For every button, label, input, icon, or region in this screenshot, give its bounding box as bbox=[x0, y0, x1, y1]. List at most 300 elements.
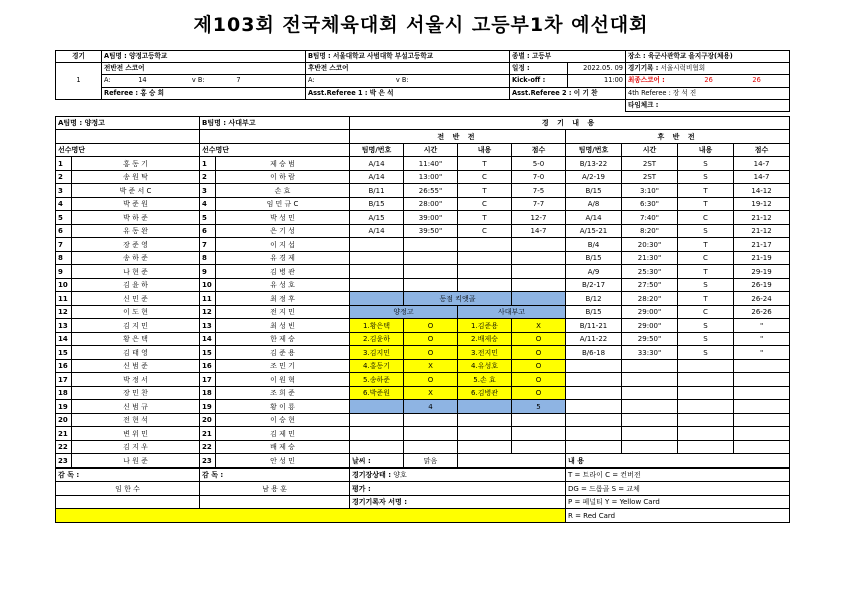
first-half-cell: 12-7 bbox=[512, 211, 566, 225]
second-half-empty bbox=[566, 373, 622, 387]
player-b-number: 18 bbox=[200, 386, 216, 400]
score-sheet bbox=[55, 50, 789, 523]
second-half-cell: S bbox=[678, 157, 734, 171]
first-half-empty bbox=[404, 251, 458, 265]
player-a-number: 5 bbox=[56, 211, 72, 225]
player-b-number: 22 bbox=[200, 440, 216, 454]
second-half-cell: " bbox=[734, 319, 790, 333]
second-half-cell: " bbox=[734, 332, 790, 346]
table-row bbox=[56, 305, 790, 319]
second-half-cell: A/9 bbox=[566, 265, 622, 279]
player-b-name: 이 원 혁 bbox=[216, 373, 350, 387]
first-half-empty bbox=[350, 413, 404, 427]
player-b-name: 유 경 제 bbox=[216, 251, 350, 265]
table-row bbox=[56, 157, 790, 171]
recorder: 경기기록 : 서울시럭비협회 bbox=[626, 63, 790, 75]
second-half-cell: 21:30" bbox=[622, 251, 678, 265]
player-b-number: 23 bbox=[200, 454, 216, 468]
player-a-name: 김 지 우 bbox=[72, 440, 200, 454]
second-half-empty bbox=[622, 373, 678, 387]
table-row bbox=[56, 346, 790, 360]
second-half-empty bbox=[622, 413, 678, 427]
player-a-number: 13 bbox=[56, 319, 72, 333]
second-half-cell: 26-24 bbox=[734, 292, 790, 306]
second-half-empty bbox=[734, 427, 790, 441]
second-half-empty bbox=[566, 413, 622, 427]
pk-cell: 4.유성호 bbox=[458, 359, 512, 373]
pk-title: 동점 킥앳골 bbox=[404, 292, 512, 306]
table-row bbox=[56, 386, 790, 400]
first-half-cell: 26:55" bbox=[404, 184, 458, 198]
second-half-cell: S bbox=[678, 170, 734, 184]
team-b-name: B팀명 : 서울대학교 사범대학 부설고등학교 bbox=[306, 51, 510, 63]
player-b-name: 한 제 승 bbox=[216, 332, 350, 346]
player-b-name: 안 성 민 bbox=[216, 454, 350, 468]
player-a-name: 신 범 준 bbox=[72, 359, 200, 373]
pk-cell: 5.손 효 bbox=[458, 373, 512, 387]
table-row bbox=[56, 197, 790, 211]
date-label: 일정 : bbox=[510, 63, 568, 75]
first-half-score: A: 14 v B: 7 bbox=[102, 75, 306, 87]
player-a-number: 22 bbox=[56, 440, 72, 454]
pk-cell: 5.송하준 bbox=[350, 373, 404, 387]
player-b-number: 1 bbox=[200, 157, 216, 171]
player-a-name: 유 동 완 bbox=[72, 224, 200, 238]
player-b-name: 은 기 성 bbox=[216, 224, 350, 238]
first-half-cell: 13:00" bbox=[404, 170, 458, 184]
second-half-cell: B/15 bbox=[566, 251, 622, 265]
table-row bbox=[56, 454, 790, 468]
first-half-cell: C bbox=[458, 197, 512, 211]
pk-cell: X bbox=[404, 359, 458, 373]
first-half-empty bbox=[404, 238, 458, 252]
footer-table bbox=[55, 468, 790, 523]
player-a-number: 7 bbox=[56, 238, 72, 252]
first-half-cell: T bbox=[458, 184, 512, 198]
kickoff-label: Kick-off : bbox=[510, 75, 568, 87]
player-a-name: 나 원 준 bbox=[72, 454, 200, 468]
pk-cell: X bbox=[512, 319, 566, 333]
player-a-name: 나 현 준 bbox=[72, 265, 200, 279]
second-half-cell: B/4 bbox=[566, 238, 622, 252]
pk-total-spacer bbox=[458, 400, 512, 414]
player-b-name: 박 성 민 bbox=[216, 211, 350, 225]
game-number: 1 bbox=[56, 63, 102, 100]
player-a-name: 장 민 찬 bbox=[72, 386, 200, 400]
player-b-name: 황 이 룡 bbox=[216, 400, 350, 414]
coach-b-label: 감 독 : bbox=[200, 468, 350, 482]
first-half-cell: 7-7 bbox=[512, 197, 566, 211]
second-half-cell: S bbox=[678, 346, 734, 360]
pk-cell: O bbox=[512, 359, 566, 373]
first-half-empty bbox=[512, 440, 566, 454]
table-row bbox=[56, 359, 790, 373]
pk-cell: X bbox=[404, 386, 458, 400]
second-half-cell: A/8 bbox=[566, 197, 622, 211]
second-half-empty bbox=[734, 359, 790, 373]
player-b-number: 6 bbox=[200, 224, 216, 238]
player-b-name: 이 승 현 bbox=[216, 413, 350, 427]
pk-cell: O bbox=[404, 332, 458, 346]
table-row bbox=[56, 251, 790, 265]
table-row bbox=[56, 427, 790, 441]
date-value: 2022.05. 09 bbox=[568, 63, 626, 75]
col-team: 팀명/번호 bbox=[350, 143, 404, 157]
second-half-empty bbox=[734, 373, 790, 387]
second-half-cell: 6:30" bbox=[622, 197, 678, 211]
match-info-table bbox=[55, 50, 790, 112]
second-half-cell: 29-19 bbox=[734, 265, 790, 279]
category: 종별 : 고등부 bbox=[510, 51, 626, 63]
first-half-empty bbox=[512, 265, 566, 279]
team-a-name: A팀명 : 양정고등학교 bbox=[102, 51, 306, 63]
second-half-cell: 14-7 bbox=[734, 170, 790, 184]
table-row bbox=[56, 373, 790, 387]
legend-1: T = 트라이 C = 컨버전 bbox=[566, 468, 790, 482]
first-half-cell: 28:00" bbox=[404, 197, 458, 211]
pk-cell: 4.홍동기 bbox=[350, 359, 404, 373]
player-b-name: 유 성 호 bbox=[216, 278, 350, 292]
game-label: 경기 bbox=[56, 51, 102, 63]
player-a-name: 송 원 탁 bbox=[72, 170, 200, 184]
second-half-score: A: v B: bbox=[306, 75, 510, 87]
first-half-cell: A/14 bbox=[350, 224, 404, 238]
player-a-number: 3 bbox=[56, 184, 72, 198]
first-half-empty bbox=[512, 251, 566, 265]
final-score: 최종스코어 : 26 26 bbox=[626, 75, 790, 87]
first-half-empty bbox=[404, 427, 458, 441]
weather-value: 맑음 bbox=[404, 454, 458, 468]
first-half-cell: C bbox=[458, 224, 512, 238]
player-a-name: 박 준 원 bbox=[72, 197, 200, 211]
player-b-number: 17 bbox=[200, 373, 216, 387]
second-half-empty bbox=[734, 440, 790, 454]
pk-cell: 2.배제승 bbox=[458, 332, 512, 346]
player-b-number: 7 bbox=[200, 238, 216, 252]
first-half-empty bbox=[458, 265, 512, 279]
first-half-empty bbox=[350, 440, 404, 454]
pk-cell: O bbox=[512, 386, 566, 400]
player-b-name: 김 병 관 bbox=[216, 265, 350, 279]
player-b-name: 최 성 빈 bbox=[216, 319, 350, 333]
first-half-cell: A/14 bbox=[350, 170, 404, 184]
player-a-name: 김 태 영 bbox=[72, 346, 200, 360]
first-half-score-label: 전반전 스코어 bbox=[102, 63, 306, 75]
first-half-empty bbox=[512, 427, 566, 441]
player-a-name: 신 범 규 bbox=[72, 400, 200, 414]
player-a-name: 신 민 준 bbox=[72, 292, 200, 306]
player-a-name: 변 위 민 bbox=[72, 427, 200, 441]
player-a-number: 8 bbox=[56, 251, 72, 265]
asst-referee-2: Asst.Referee 2 : 이 기 찬 bbox=[510, 87, 626, 99]
player-a-name: 홍 동 기 bbox=[72, 157, 200, 171]
player-a-name: 황 은 택 bbox=[72, 332, 200, 346]
col-time-2: 시간 bbox=[622, 143, 678, 157]
first-half-empty bbox=[512, 238, 566, 252]
second-half-empty bbox=[566, 386, 622, 400]
second-half-cell: T bbox=[678, 184, 734, 198]
second-half-cell: 2ST bbox=[622, 157, 678, 171]
pk-cell: O bbox=[404, 346, 458, 360]
pk-total-spacer bbox=[350, 400, 404, 414]
second-half-cell: B/13-22 bbox=[566, 157, 622, 171]
player-b-number: 16 bbox=[200, 359, 216, 373]
second-half-empty bbox=[678, 427, 734, 441]
player-a-name: 박 정 서 bbox=[72, 373, 200, 387]
ground: 경기장상태 : 양호 bbox=[350, 468, 566, 482]
player-a-number: 16 bbox=[56, 359, 72, 373]
timekeeper: 타임체크 : bbox=[626, 99, 790, 111]
first-half-header: 전 반 전 bbox=[350, 130, 566, 144]
legend-2: DG = 드롭골 S = 교체 bbox=[566, 482, 790, 496]
second-half-cell: 26-26 bbox=[734, 305, 790, 319]
a-team-header: A팀명 : 양정고 bbox=[56, 116, 200, 130]
pk-title-spacer bbox=[512, 292, 566, 306]
first-half-cell: 5-0 bbox=[512, 157, 566, 171]
player-a-number: 10 bbox=[56, 278, 72, 292]
second-half-cell: 2ST bbox=[622, 170, 678, 184]
player-b-name: 이 지 섭 bbox=[216, 238, 350, 252]
second-half-cell: C bbox=[678, 211, 734, 225]
second-half-cell: 33:30" bbox=[622, 346, 678, 360]
weather-label: 날씨 : bbox=[350, 454, 404, 468]
table-row bbox=[56, 184, 790, 198]
first-half-cell: B/11 bbox=[350, 184, 404, 198]
second-half-empty bbox=[734, 386, 790, 400]
table-row bbox=[56, 170, 790, 184]
first-half-empty bbox=[512, 413, 566, 427]
first-half-empty bbox=[512, 278, 566, 292]
player-a-number: 1 bbox=[56, 157, 72, 171]
pk-title-spacer bbox=[350, 292, 404, 306]
first-half-empty bbox=[404, 440, 458, 454]
first-half-cell: T bbox=[458, 157, 512, 171]
second-half-header: 후 반 전 bbox=[566, 130, 790, 144]
second-half-cell: S bbox=[678, 332, 734, 346]
col-score: 점수 bbox=[512, 143, 566, 157]
first-half-empty bbox=[404, 278, 458, 292]
pk-cell: 3.김지민 bbox=[350, 346, 404, 360]
second-half-cell: " bbox=[734, 346, 790, 360]
venue: 장소 : 육군사관학교 을지구장(체용) bbox=[626, 51, 790, 63]
second-half-empty bbox=[678, 440, 734, 454]
fourth-referee: 4th Referee : 장 석 진 bbox=[626, 87, 790, 99]
legend-title: 내 용 bbox=[566, 454, 790, 468]
player-a-name: 이 도 현 bbox=[72, 305, 200, 319]
first-half-cell: A/14 bbox=[350, 157, 404, 171]
second-half-score-label: 후반전 스코어 bbox=[306, 63, 510, 75]
second-half-cell: S bbox=[678, 224, 734, 238]
second-half-empty bbox=[678, 413, 734, 427]
player-b-name: 임 민 규 C bbox=[216, 197, 350, 211]
player-a-number: 18 bbox=[56, 386, 72, 400]
player-b-name: 김 제 민 bbox=[216, 427, 350, 441]
second-half-cell: B/2-17 bbox=[566, 278, 622, 292]
table-row bbox=[56, 413, 790, 427]
b-team-header: B팀명 : 사대부고 bbox=[200, 116, 350, 130]
player-a-name: 박 하 준 bbox=[72, 211, 200, 225]
second-half-empty bbox=[622, 427, 678, 441]
player-a-number: 20 bbox=[56, 413, 72, 427]
pk-team-a: 양정고 bbox=[350, 305, 458, 319]
table-row bbox=[56, 238, 790, 252]
player-b-number: 5 bbox=[200, 211, 216, 225]
col-content: 내용 bbox=[458, 143, 512, 157]
second-half-cell: 29:00" bbox=[622, 305, 678, 319]
weather-spacer bbox=[458, 454, 566, 468]
first-half-cell: 39:50" bbox=[404, 224, 458, 238]
second-half-cell: C bbox=[678, 251, 734, 265]
second-half-cell: 8:20" bbox=[622, 224, 678, 238]
player-a-number: 12 bbox=[56, 305, 72, 319]
pk-cell: O bbox=[512, 332, 566, 346]
second-half-cell: S bbox=[678, 319, 734, 333]
second-half-empty bbox=[622, 400, 678, 414]
pk-cell: O bbox=[404, 373, 458, 387]
second-half-empty bbox=[678, 386, 734, 400]
first-half-cell: 7-5 bbox=[512, 184, 566, 198]
player-b-number: 14 bbox=[200, 332, 216, 346]
player-b-number: 2 bbox=[200, 170, 216, 184]
first-half-empty bbox=[458, 413, 512, 427]
player-b-number: 21 bbox=[200, 427, 216, 441]
table-row bbox=[56, 265, 790, 279]
player-b-number: 4 bbox=[200, 197, 216, 211]
second-half-empty bbox=[678, 373, 734, 387]
second-half-cell: T bbox=[678, 238, 734, 252]
second-half-cell: T bbox=[678, 265, 734, 279]
coach-b: 남 용 훈 bbox=[200, 482, 350, 496]
second-half-cell: B/15 bbox=[566, 184, 622, 198]
pk-cell: 2.김윤하 bbox=[350, 332, 404, 346]
pk-cell: 3.전지민 bbox=[458, 346, 512, 360]
player-b-name: 최 정 후 bbox=[216, 292, 350, 306]
page-title: 제103회 전국체육대회 서울시 고등부1차 예선대회 bbox=[193, 14, 649, 36]
player-a-name: 박 준 서 C bbox=[72, 184, 200, 198]
second-half-cell: A/11-22 bbox=[566, 332, 622, 346]
player-b-name: 김 준 용 bbox=[216, 346, 350, 360]
second-half-cell: 21-12 bbox=[734, 224, 790, 238]
player-b-number: 20 bbox=[200, 413, 216, 427]
col-time: 시간 bbox=[404, 143, 458, 157]
player-a-number: 21 bbox=[56, 427, 72, 441]
first-half-cell: 7-0 bbox=[512, 170, 566, 184]
second-half-empty bbox=[734, 413, 790, 427]
player-b-number: 15 bbox=[200, 346, 216, 360]
table-row bbox=[56, 319, 790, 333]
player-a-name: 송 하 준 bbox=[72, 251, 200, 265]
pk-cell: O bbox=[404, 319, 458, 333]
first-half-cell: A/15 bbox=[350, 211, 404, 225]
player-b-number: 3 bbox=[200, 184, 216, 198]
second-half-empty bbox=[566, 427, 622, 441]
second-half-cell: 21-19 bbox=[734, 251, 790, 265]
second-half-cell: 20:30" bbox=[622, 238, 678, 252]
player-b-number: 13 bbox=[200, 319, 216, 333]
second-half-cell: T bbox=[678, 197, 734, 211]
player-b-number: 19 bbox=[200, 400, 216, 414]
second-half-empty bbox=[566, 400, 622, 414]
coach-a: 임 한 수 bbox=[56, 482, 200, 496]
second-half-cell: 21-17 bbox=[734, 238, 790, 252]
second-half-empty bbox=[734, 400, 790, 414]
pk-cell: 1.김준용 bbox=[458, 319, 512, 333]
player-a-number: 14 bbox=[56, 332, 72, 346]
player-b-name: 이 하 람 bbox=[216, 170, 350, 184]
second-half-cell: 28:20" bbox=[622, 292, 678, 306]
first-half-empty bbox=[350, 238, 404, 252]
players-b-header: 선수명단 bbox=[200, 143, 350, 157]
second-half-empty bbox=[622, 440, 678, 454]
second-half-cell: 25:30" bbox=[622, 265, 678, 279]
second-half-cell: S bbox=[678, 278, 734, 292]
table-row bbox=[56, 211, 790, 225]
player-b-number: 8 bbox=[200, 251, 216, 265]
second-half-empty bbox=[622, 359, 678, 373]
player-a-number: 9 bbox=[56, 265, 72, 279]
second-half-cell: 14-12 bbox=[734, 184, 790, 198]
player-a-name: 김 윤 하 bbox=[72, 278, 200, 292]
player-b-name: 조 희 준 bbox=[216, 386, 350, 400]
player-a-name: 장 준 영 bbox=[72, 238, 200, 252]
second-half-cell: B/15 bbox=[566, 305, 622, 319]
player-a-number: 2 bbox=[56, 170, 72, 184]
table-row bbox=[56, 224, 790, 238]
second-half-cell: 21-12 bbox=[734, 211, 790, 225]
player-a-number: 19 bbox=[56, 400, 72, 414]
player-b-name: 전 지 민 bbox=[216, 305, 350, 319]
second-half-empty bbox=[622, 386, 678, 400]
pk-cell: O bbox=[512, 346, 566, 360]
second-half-cell: 3:10" bbox=[622, 184, 678, 198]
second-half-cell: 27:50" bbox=[622, 278, 678, 292]
coach-a-label: 감 독 : bbox=[56, 468, 200, 482]
first-half-empty bbox=[404, 265, 458, 279]
player-b-name: 조 민 기 bbox=[216, 359, 350, 373]
first-half-empty bbox=[458, 238, 512, 252]
player-a-number: 4 bbox=[56, 197, 72, 211]
first-half-cell: 11:40" bbox=[404, 157, 458, 171]
second-half-cell: A/14 bbox=[566, 211, 622, 225]
player-b-number: 9 bbox=[200, 265, 216, 279]
record-table bbox=[55, 116, 790, 468]
first-half-cell: C bbox=[458, 170, 512, 184]
second-half-empty bbox=[566, 359, 622, 373]
player-a-number: 11 bbox=[56, 292, 72, 306]
referee: Referee : 홍 승 희 bbox=[102, 87, 306, 99]
first-half-empty bbox=[458, 440, 512, 454]
col-score-2: 점수 bbox=[734, 143, 790, 157]
player-b-number: 12 bbox=[200, 305, 216, 319]
pk-cell: 1.황은택 bbox=[350, 319, 404, 333]
second-half-cell: A/15-21 bbox=[566, 224, 622, 238]
player-b-name: 배 제 승 bbox=[216, 440, 350, 454]
pk-team-b: 사대부고 bbox=[458, 305, 566, 319]
second-half-empty bbox=[678, 400, 734, 414]
second-half-cell: 26-19 bbox=[734, 278, 790, 292]
table-row bbox=[56, 440, 790, 454]
second-half-cell: B/12 bbox=[566, 292, 622, 306]
table-row bbox=[56, 278, 790, 292]
players-a-header: 선수명단 bbox=[56, 143, 200, 157]
player-b-name: 제 승 범 bbox=[216, 157, 350, 171]
first-half-empty bbox=[350, 278, 404, 292]
player-a-number: 6 bbox=[56, 224, 72, 238]
first-half-empty bbox=[458, 251, 512, 265]
second-half-cell: C bbox=[678, 305, 734, 319]
player-a-number: 15 bbox=[56, 346, 72, 360]
second-half-cell: 29:00" bbox=[622, 319, 678, 333]
